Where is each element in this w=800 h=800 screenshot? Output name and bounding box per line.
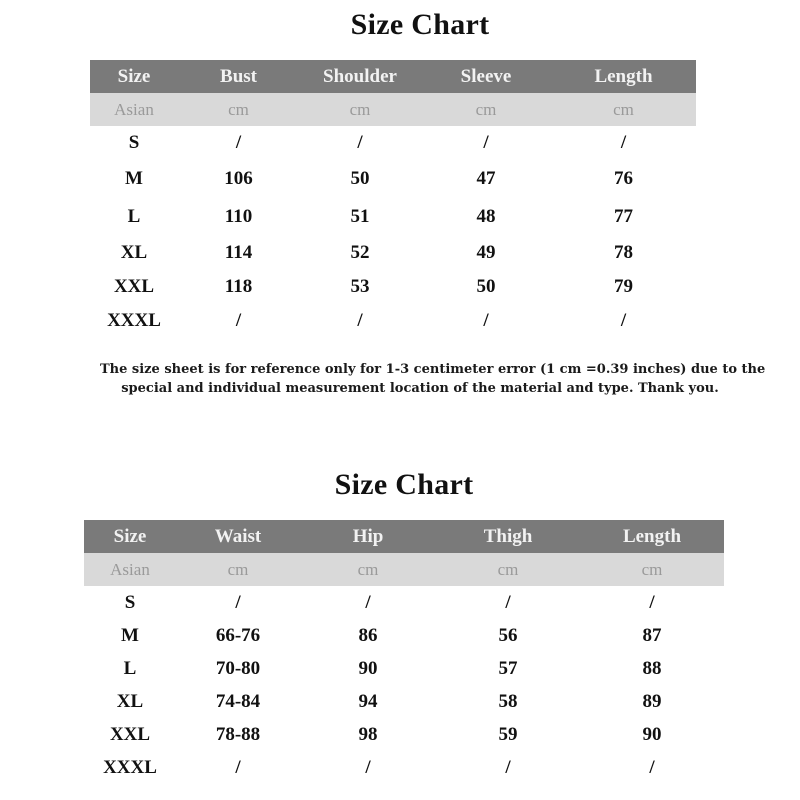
value-cell: 118 <box>224 276 253 297</box>
value-cell: / <box>235 756 241 778</box>
header-size: Size <box>90 60 178 93</box>
size-cell: S <box>128 132 140 153</box>
value-cell: 50 <box>476 276 496 297</box>
unit-cell: Asian <box>84 553 176 586</box>
value-cell: 110 <box>224 206 253 227</box>
top-size-table <box>90 60 696 338</box>
size-cell: L <box>127 206 141 227</box>
value-cell: 78-88 <box>215 723 261 745</box>
value-cell: / <box>235 132 242 153</box>
value-cell: 59 <box>498 723 518 745</box>
size-cell: XL <box>116 690 144 712</box>
unit-cell: cm <box>299 93 421 126</box>
header-bust: Bust <box>178 60 299 93</box>
value-cell: / <box>357 132 363 153</box>
value-cell: 57 <box>498 657 518 679</box>
header-length: Length <box>551 60 696 93</box>
value-cell: 74-84 <box>215 690 261 712</box>
value-cell: / <box>505 756 511 778</box>
unit-cell: cm <box>178 93 299 126</box>
bottom-size-table <box>84 520 724 784</box>
value-cell: 76 <box>614 168 633 189</box>
header-shoulder: Shoulder <box>299 60 421 93</box>
unit-cell: Asian <box>90 93 178 126</box>
size-cell: XXL <box>109 723 151 745</box>
unit-cell: cm <box>580 553 724 586</box>
size-cell: XL <box>120 242 148 263</box>
value-cell: / <box>620 132 627 153</box>
value-cell: / <box>235 591 241 613</box>
note-line-1: The size sheet is for reference only for 1-3 centimeter error (1 cm =0.39 inches) due to the <box>100 362 766 377</box>
value-cell: 48 <box>476 206 496 227</box>
value-cell: / <box>505 591 511 613</box>
value-cell: / <box>649 756 655 778</box>
value-cell: 94 <box>358 690 378 712</box>
value-cell: 51 <box>350 206 370 227</box>
unit-cell: cm <box>551 93 696 126</box>
note-line-2: special and individual measurement location of the material and type. Thank you. <box>121 381 719 396</box>
value-cell: / <box>483 132 489 153</box>
size-disclaimer-note <box>100 360 766 398</box>
value-cell: / <box>235 310 242 331</box>
size-cell: M <box>121 624 139 646</box>
value-cell: 53 <box>350 276 370 297</box>
value-cell: 50 <box>350 168 370 189</box>
value-cell: 49 <box>476 242 496 263</box>
top-size-chart-title: Size Chart <box>350 8 490 41</box>
size-cell: M <box>125 168 143 189</box>
value-cell: / <box>357 310 363 331</box>
header-sleeve: Sleeve <box>421 60 551 93</box>
size-cell: XXL <box>113 276 155 297</box>
value-cell: 114 <box>224 242 253 263</box>
value-cell: 87 <box>642 624 662 646</box>
value-cell: / <box>483 310 489 331</box>
value-cell: 79 <box>614 276 633 297</box>
value-cell: 66-76 <box>215 624 261 646</box>
value-cell: 98 <box>358 723 378 745</box>
value-cell: 70-80 <box>215 657 261 679</box>
unit-cell: cm <box>436 553 580 586</box>
value-cell: 86 <box>358 624 378 646</box>
header-size: Size <box>84 520 176 553</box>
value-cell: 58 <box>498 690 518 712</box>
unit-cell: cm <box>421 93 551 126</box>
value-cell: 47 <box>476 168 496 189</box>
header-thigh: Thigh <box>436 520 580 553</box>
size-cell: L <box>123 657 137 679</box>
value-cell: 88 <box>642 657 662 679</box>
value-cell: 78 <box>614 242 633 263</box>
value-cell: 77 <box>614 206 633 227</box>
value-cell: / <box>365 591 371 613</box>
value-cell: 90 <box>642 723 662 745</box>
value-cell: 90 <box>358 657 378 679</box>
header-waist: Waist <box>176 520 300 553</box>
value-cell: / <box>620 310 627 331</box>
size-cell: XXXL <box>103 756 157 778</box>
bottom-size-chart-title: Size Chart <box>334 468 474 501</box>
value-cell: 56 <box>498 624 518 646</box>
header-hip: Hip <box>300 520 436 553</box>
value-cell: 89 <box>642 690 662 712</box>
value-cell: / <box>649 591 655 613</box>
unit-cell: cm <box>300 553 436 586</box>
size-cell: S <box>124 591 136 613</box>
header-length: Length <box>580 520 724 553</box>
value-cell: 106 <box>224 168 253 189</box>
unit-cell: cm <box>176 553 300 586</box>
value-cell: / <box>365 756 371 778</box>
value-cell: 52 <box>350 242 370 263</box>
size-cell: XXXL <box>107 310 161 331</box>
